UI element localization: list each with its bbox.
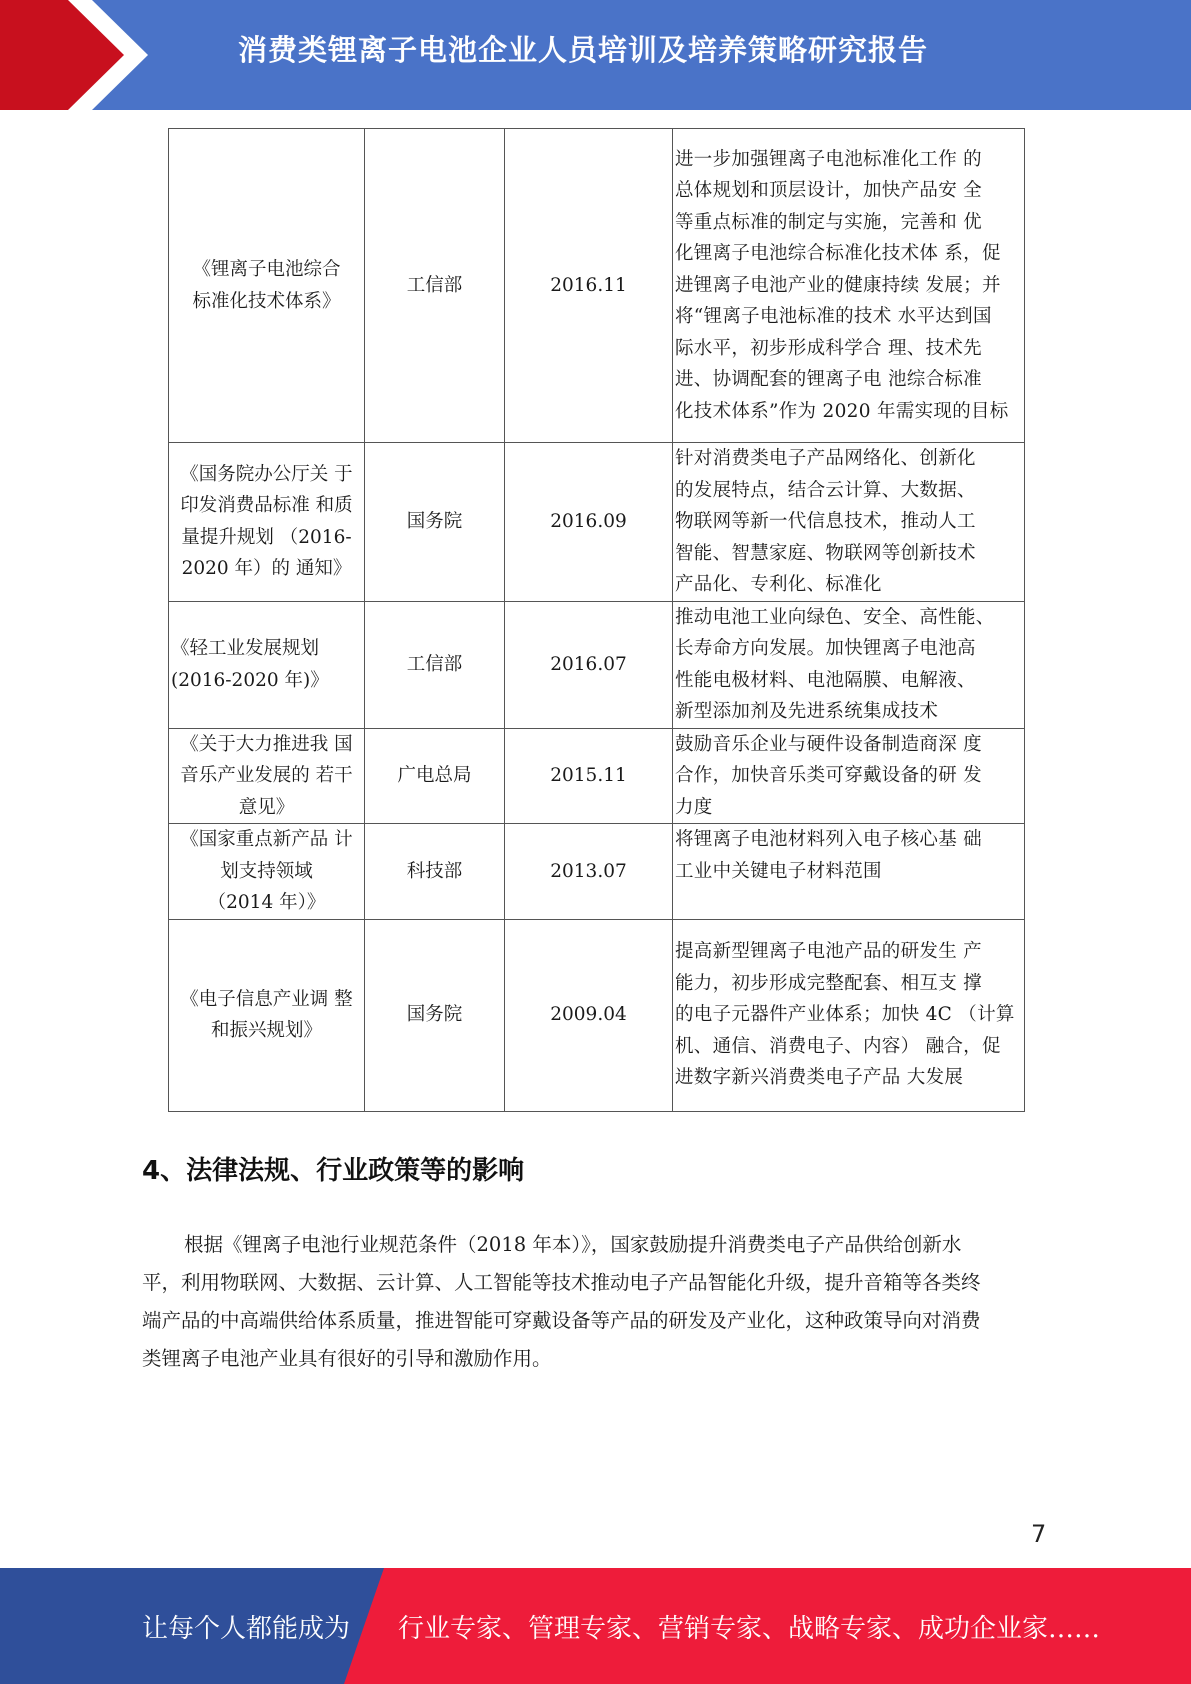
- policy-name-line: 印发消费品标准 和质: [180, 495, 353, 517]
- desc-line: 鼓励音乐企业与硬件设备制造商深 度: [675, 733, 982, 755]
- desc-line: 的电子元器件产业体系；加快 4C （计算: [675, 1004, 1015, 1026]
- table-row: [169, 129, 1025, 443]
- policy-name-line: 《国家重点新产品 计: [180, 829, 353, 850]
- policy-name-line: 量提升规划 （2016-: [181, 526, 352, 548]
- issuing-org-cell: 工信部: [365, 129, 505, 443]
- desc-line: 长寿命方向发展。加快锂离子电池高: [675, 638, 976, 659]
- paragraph-line: 类锂离子电池产业具有很好的引导和激励作用。: [142, 1347, 552, 1370]
- header-chevron-decoration: [0, 0, 160, 110]
- desc-line: 化技术体系”作为 2020 年需实现的目标: [675, 400, 1009, 422]
- desc-line: 物联网等新一代信息技术，推动人工: [675, 511, 976, 532]
- policy-name-line: 2020 年）的 通知》: [181, 558, 352, 580]
- desc-line: 进锂离子电池产业的健康持续 发展；并: [675, 274, 1001, 296]
- issuing-org-cell: 国务院: [365, 443, 505, 602]
- policy-name-line: （2014 年）》: [207, 892, 326, 913]
- desc-line: 合作，加快音乐类可穿戴设备的研 发: [675, 765, 982, 786]
- table-row: [169, 728, 1025, 824]
- footer-slogan-left: 让每个人都能成为: [142, 1614, 351, 1644]
- desc-line: 际水平，初步形成科学合 理、技术先: [675, 337, 982, 359]
- desc-line: 针对消费类电子产品网络化、创新化: [675, 448, 976, 469]
- desc-line: 化锂离子电池综合标准化技术体 系，促: [675, 243, 1001, 265]
- table-row: [169, 824, 1025, 920]
- issuing-org-cell: 科技部: [365, 824, 505, 920]
- policy-name-line: (2016-2020 年)》: [171, 669, 329, 691]
- desc-line: 将锂离子电池材料列入电子核心基 础: [675, 829, 982, 850]
- issue-date-cell: 2016.09: [505, 443, 673, 602]
- desc-line: 的发展特点，结合云计算、大数据、: [675, 479, 976, 501]
- policy-name-cell: [169, 443, 365, 602]
- issuing-org-cell: 工信部: [365, 601, 505, 728]
- table-row: [169, 443, 1025, 602]
- issue-date-cell: 2013.07: [505, 824, 673, 920]
- policy-name-line: 意见》: [238, 796, 295, 818]
- desc-line: 将“锂离子电池标准的技术 水平达到国: [675, 306, 992, 328]
- policy-desc-cell: [673, 728, 1025, 824]
- desc-line: 总体规划和顶层设计，加快产品安 全: [675, 180, 982, 202]
- desc-line: 进数字新兴消费类电子产品 大发展: [675, 1067, 964, 1089]
- desc-line: 新型添加剂及先进系统集成技术: [675, 701, 939, 722]
- policy-name-line: 《轻工业发展规划: [171, 638, 320, 659]
- table-row: [169, 919, 1025, 1111]
- policy-name-line: 和振兴规划》: [210, 1020, 322, 1041]
- paragraph-line: 平，利用物联网、大数据、云计算、人工智能等技术推动电子产品智能化升级，提升音箱等各类终: [142, 1271, 981, 1294]
- desc-line: 进一步加强锂离子电池标准化工作 的: [675, 148, 982, 170]
- desc-line: 产品化、专利化、标准化: [675, 574, 882, 595]
- desc-line: 等重点标准的制定与实施，完善和 优: [675, 211, 982, 233]
- desc-line: 工业中关键电子材料范围: [675, 860, 882, 882]
- policy-desc-cell: [673, 601, 1025, 728]
- policy-desc-cell: [673, 824, 1025, 920]
- policy-name-line: 音乐产业发展的 若干: [180, 765, 353, 786]
- issue-date-cell: 2016.11: [505, 129, 673, 443]
- table-row: [169, 601, 1025, 728]
- issuing-org-cell: 国务院: [365, 919, 505, 1111]
- report-title: 消费类锂离子电池企业人员培训及培养策略研究报告: [238, 33, 929, 67]
- policy-table: [168, 128, 1025, 1112]
- page-header: [0, 0, 1191, 110]
- issuing-org-cell: 广电总局: [365, 728, 505, 824]
- section-heading: 4、法律法规、行业政策等的影响: [142, 1156, 525, 1186]
- desc-line: 进、协调配套的锂离子电 池综合标准: [675, 369, 982, 391]
- desc-line: 力度: [675, 796, 713, 818]
- policy-name-cell: [169, 728, 365, 824]
- policy-name-line: 划支持领域: [220, 860, 313, 882]
- desc-line: 能力，初步形成完整配套、相互支 撑: [675, 972, 982, 994]
- issue-date-cell: 2015.11: [505, 728, 673, 824]
- policy-name-line: 《关于大力推进我 国: [180, 733, 353, 755]
- policy-name-cell: [169, 919, 365, 1111]
- desc-line: 推动电池工业向绿色、安全、高性能、: [675, 606, 995, 628]
- desc-line: 机、通信、消费电子、内容） 融合，促: [675, 1035, 1001, 1057]
- issue-date-cell: 2009.04: [505, 919, 673, 1111]
- policy-name-cell: [169, 824, 365, 920]
- policy-name-cell: [169, 129, 365, 443]
- policy-name-line: 《电子信息产业调 整: [180, 988, 353, 1010]
- paragraph-line: 端产品的中高端供给体系质量，推进智能可穿戴设备等产品的研发及产业化，这种政策导向对消费: [142, 1309, 981, 1332]
- policy-desc-cell: [673, 443, 1025, 602]
- policy-desc-cell: [673, 129, 1025, 443]
- paragraph-line: 根据《锂离子电池行业规范条件（2018 年本）》，国家鼓励提升消费类电子产品供给创新水: [184, 1233, 962, 1256]
- desc-line: 性能电极材料、电池隔膜、电解液、: [675, 669, 976, 691]
- footer-slogan-right: 行业专家、管理专家、营销专家、战略专家、成功企业家……: [398, 1614, 1101, 1644]
- desc-line: 智能、智慧家庭、物联网等创新技术: [675, 542, 976, 564]
- page-footer: [0, 1568, 1191, 1684]
- policy-name-cell: [169, 601, 365, 728]
- section-paragraph: [142, 1226, 1047, 1378]
- policy-desc-cell: [673, 919, 1025, 1111]
- issue-date-cell: 2016.07: [505, 601, 673, 728]
- policy-name-line: 《锂离子电池综合: [192, 259, 341, 280]
- desc-line: 提高新型锂离子电池产品的研发生 产: [675, 941, 982, 963]
- page-number: 7: [1031, 1520, 1047, 1548]
- policy-name-line: 《国务院办公厅关 于: [180, 463, 353, 485]
- policy-name-line: 标准化技术体系》: [192, 290, 341, 312]
